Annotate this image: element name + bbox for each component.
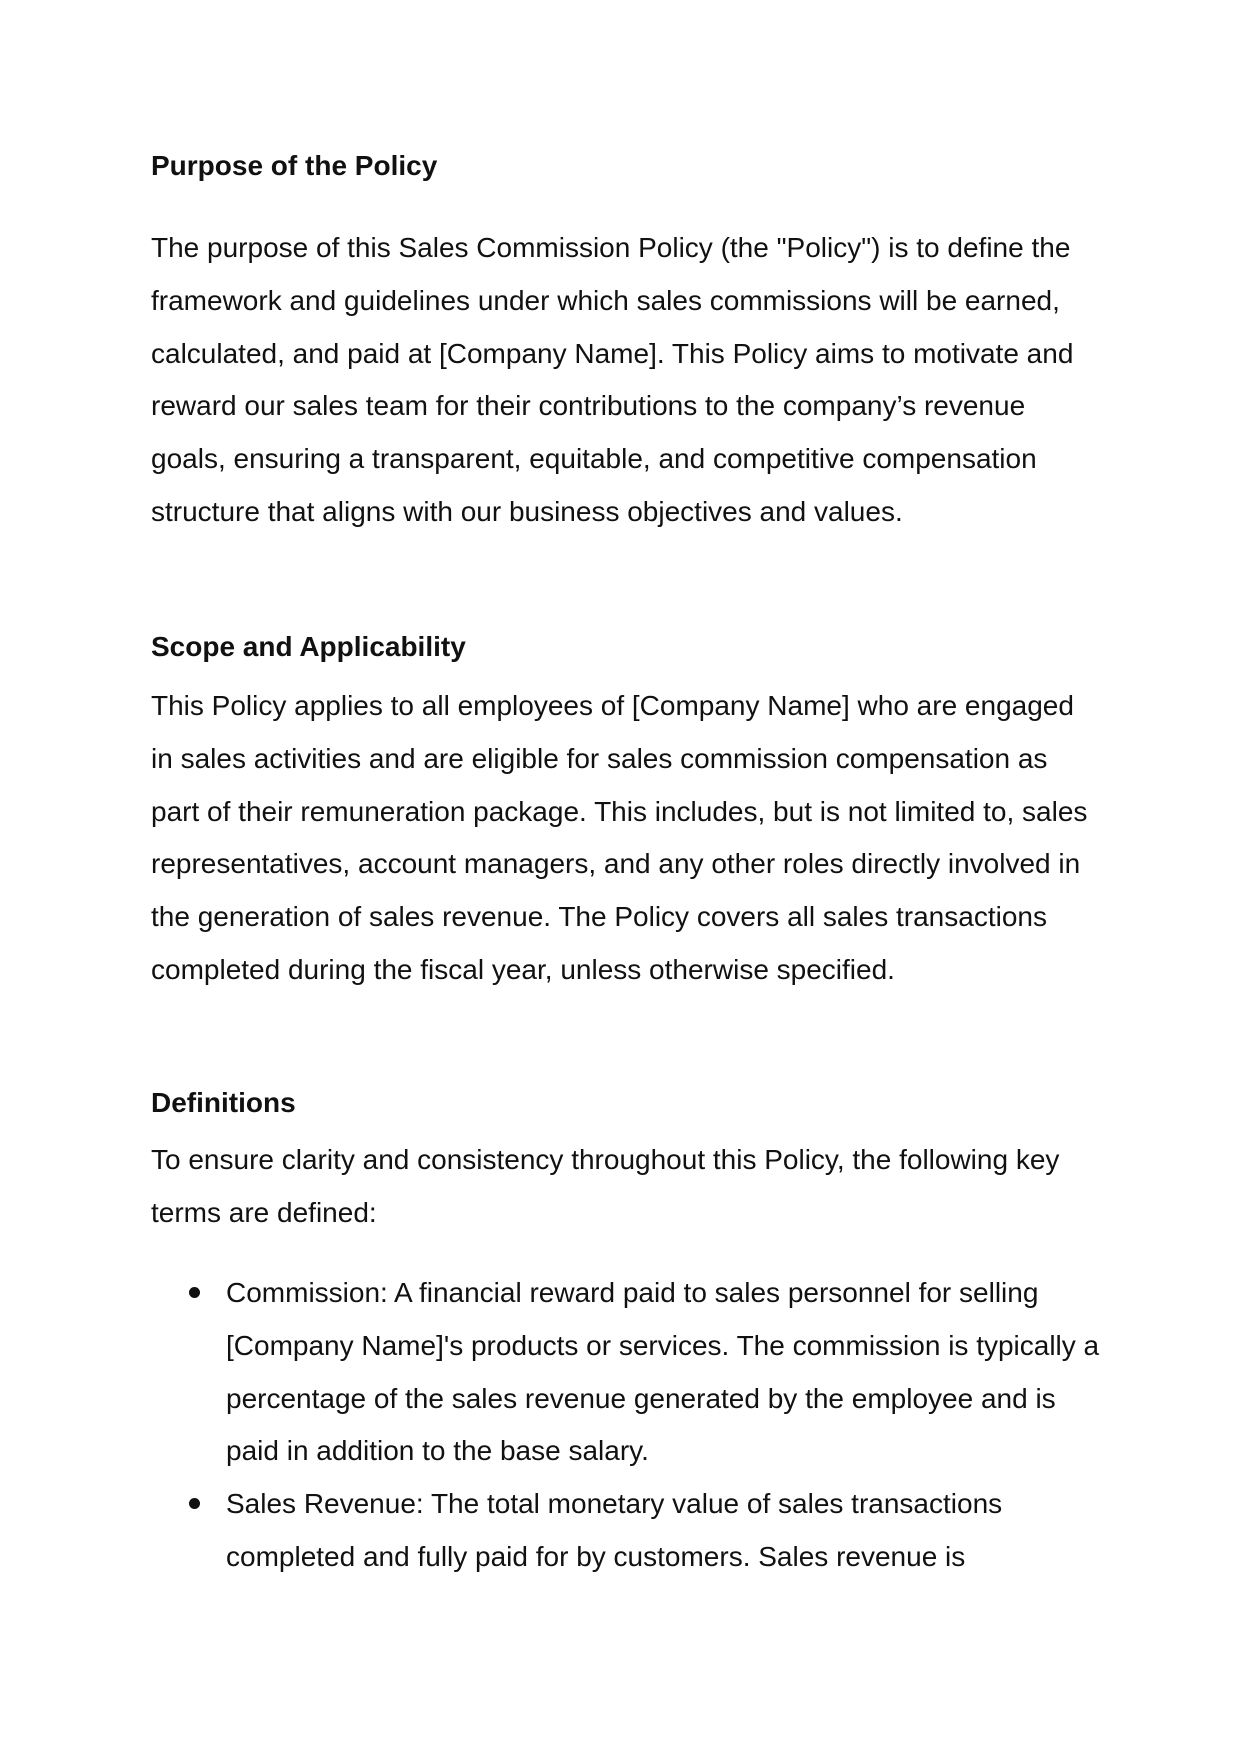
definition-sales-revenue: Sales Revenue: The total monetary value of sales transactions completed and fully paid for by customers. Sales revenue is	[226, 1488, 1003, 1572]
scope-paragraph: This Policy applies to all employees of [Company Name] who are engaged in sales activities and are eligible for sales commission compensation as part of their remuneration package. This includes, but is not limited to, sales representatives, account managers, and any other roles directly involved in the generation of sales revenue. The Policy covers all sales transactions completed during the fiscal year, unless otherwise specified.	[151, 690, 1088, 985]
purpose-paragraph: The purpose of this Sales Commission Policy (the "Policy") is to define the framework and guidelines under which sales commissions will be earned, calculated, and paid at [Company Name]. This Policy aims to motivate and reward our sales team for their contributions to the company’s revenue goals, ensuring a transparent, equitable, and competitive compensation structure that aligns with our business objectives and values.	[151, 232, 1074, 527]
list-item	[151, 1478, 1101, 1584]
bullet-icon	[189, 1498, 200, 1509]
scope-heading: Scope and Applicability	[151, 631, 466, 662]
definitions-intro: To ensure clarity and consistency throughout this Policy, the following key terms are defined:	[151, 1144, 1060, 1228]
list-item	[151, 1267, 1101, 1478]
definition-commission: Commission: A financial reward paid to sales personnel for selling [Company Name]'s products or services. The commission is typically a percentage of the sales revenue generated by the employee and is paid in addition to the base salary.	[226, 1277, 1100, 1467]
definitions-heading: Definitions	[151, 1087, 296, 1118]
bullet-icon	[189, 1287, 200, 1298]
definitions-list	[151, 1267, 1101, 1584]
purpose-heading: Purpose of the Policy	[151, 150, 438, 181]
